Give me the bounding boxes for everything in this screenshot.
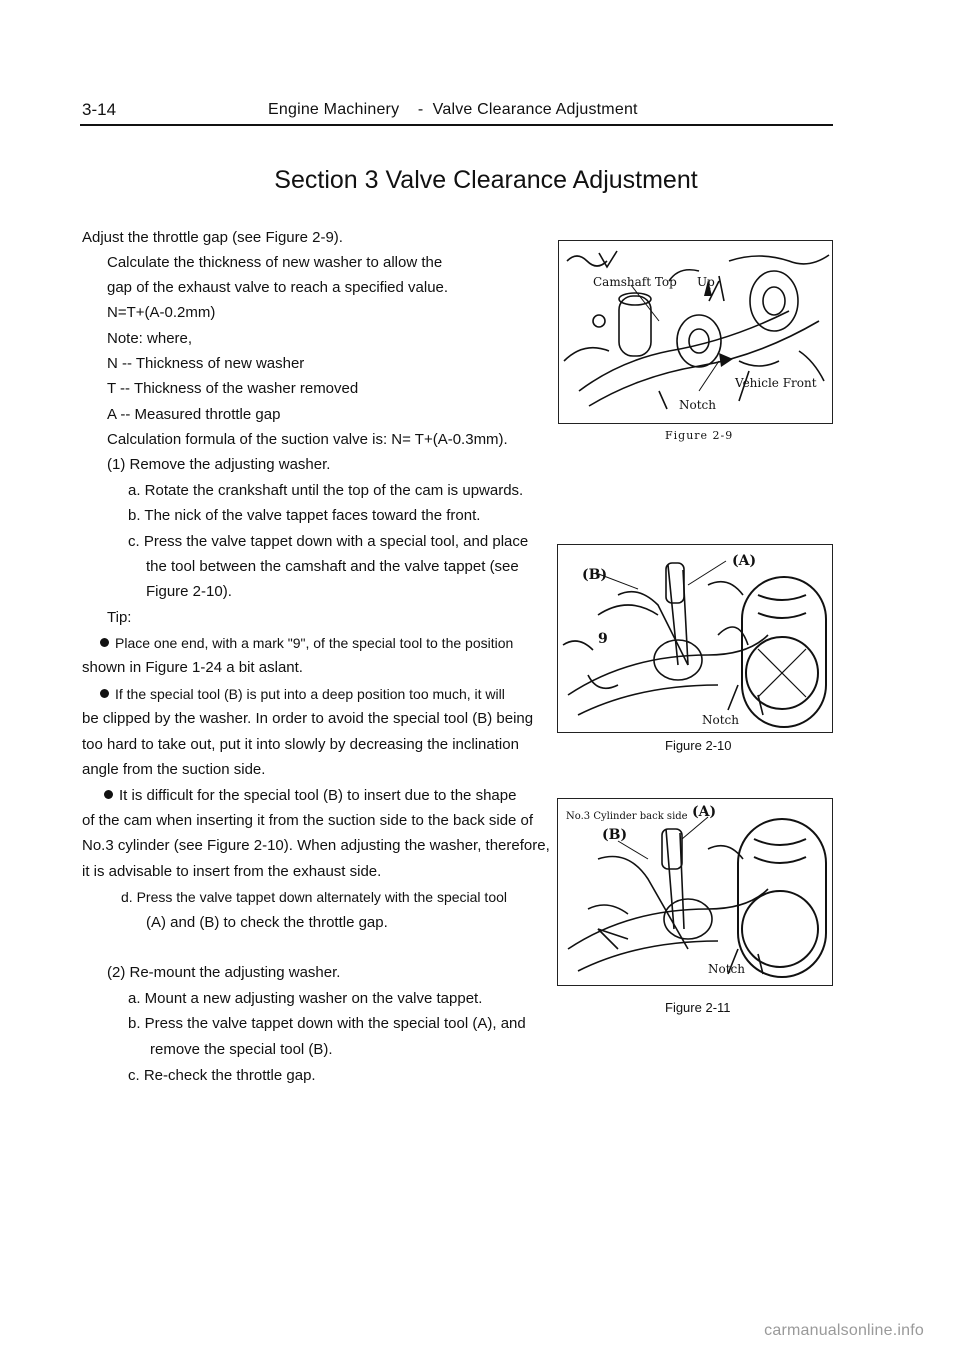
figure-2-11 (557, 798, 833, 986)
label-notch: Notch (679, 398, 716, 412)
text-line: be clipped by the washer. In order to avoid the special tool (B) being (82, 710, 534, 727)
text-line: c. Re-check the throttle gap. (128, 1067, 316, 1084)
text-line: of the cam when inserting it from the suction side to the back side of (82, 812, 534, 829)
figure-2-9-caption: Figure 2-9 (665, 429, 734, 442)
text-line: a. Rotate the crankshaft until the top of the cam is upwards. (128, 482, 524, 499)
text-line: Tip: (107, 609, 132, 626)
header-rule (80, 124, 833, 126)
text-line: shown in Figure 1-24 a bit aslant. (82, 659, 303, 676)
running-header-title: Engine Machinery - Valve Clearance Adjustment (268, 101, 638, 118)
text-line: Note: where, (107, 330, 193, 347)
special-tool-illustration (558, 545, 832, 732)
text-line: c. Press the valve tappet down with a special tool, and place (128, 533, 529, 550)
text-line: N=T+(A-0.2mm) (107, 304, 216, 321)
text-line: too hard to take out, put it into slowly by decreasing the inclination (82, 736, 519, 753)
text-line: it is advisable to insert from the exhaust side. (82, 863, 382, 880)
text-line: No.3 cylinder (see Figure 2-10). When adjusting the washer, therefore, (82, 837, 550, 854)
text-line: gap of the exhaust valve to reach a specified value. (107, 279, 449, 296)
label-up: Up (697, 275, 715, 289)
text-line: the tool between the camshaft and the valve tappet (see (146, 558, 519, 575)
label-mark-nine: 9 (598, 631, 608, 647)
label-tool-a: (A) (692, 804, 717, 820)
text-line: A -- Measured throttle gap (107, 406, 281, 423)
label-camshaft-top: Camshaft Top (593, 275, 677, 289)
text-line: angle from the suction side. (82, 761, 266, 778)
text-line: (1) Remove the adjusting washer. (107, 456, 331, 473)
label-notch: Notch (708, 962, 745, 976)
text-line: Adjust the throttle gap (see Figure 2-9). (82, 229, 343, 246)
text-line: Calculation formula of the suction valve is: N= T+(A-0.3mm). (107, 431, 508, 448)
text-line: b. Press the valve tappet down with the special tool (A), and (128, 1015, 526, 1032)
cylinder-illustration (558, 799, 832, 985)
label-tool-b: (B) (582, 567, 608, 583)
bullet-item: It is difficult for the special tool (B) to insert due to the shape (104, 787, 516, 805)
front-arrow-icon (719, 353, 733, 367)
text-line: remove the special tool (B). (150, 1041, 333, 1058)
text-line: a. Mount a new adjusting washer on the valve tappet. (128, 990, 483, 1007)
text-line: Figure 2-10). (146, 583, 232, 600)
label-tool-a: (A) (732, 553, 757, 569)
label-no3-cylinder: No.3 Cylinder back side (566, 811, 688, 822)
figure-2-9 (558, 240, 833, 424)
text-line: d. Press the valve tappet down alternately with the special tool (121, 889, 507, 905)
label-vehicle-front: Vehicle Front (735, 376, 817, 390)
section-title: Section 3 Valve Clearance Adjustment (274, 166, 698, 194)
engine-illustration (559, 241, 832, 423)
figure-2-10 (557, 544, 833, 733)
bullet-item: If the special tool (B) is put into a deep position too much, it will (100, 685, 505, 703)
text-line: Calculate the thickness of new washer to allow the (107, 254, 443, 271)
figure-2-11-caption: Figure 2-11 (665, 1000, 731, 1015)
text-line: N -- Thickness of new washer (107, 355, 305, 372)
bullet-item: Place one end, with a mark "9", of the special tool to the position (100, 634, 513, 652)
text-line: (2) Re-mount the adjusting washer. (107, 964, 341, 981)
watermark: carmanualsonline.info (764, 1322, 924, 1339)
text-line: T -- Thickness of the washer removed (107, 380, 359, 397)
label-notch: Notch (702, 713, 739, 727)
text-line: b. The nick of the valve tappet faces toward the front. (128, 507, 481, 524)
text-line: (A) and (B) to check the throttle gap. (146, 914, 388, 931)
page-number: 3-14 (82, 100, 117, 119)
figure-2-10-caption: Figure 2-10 (665, 738, 732, 753)
label-tool-b: (B) (602, 827, 628, 843)
